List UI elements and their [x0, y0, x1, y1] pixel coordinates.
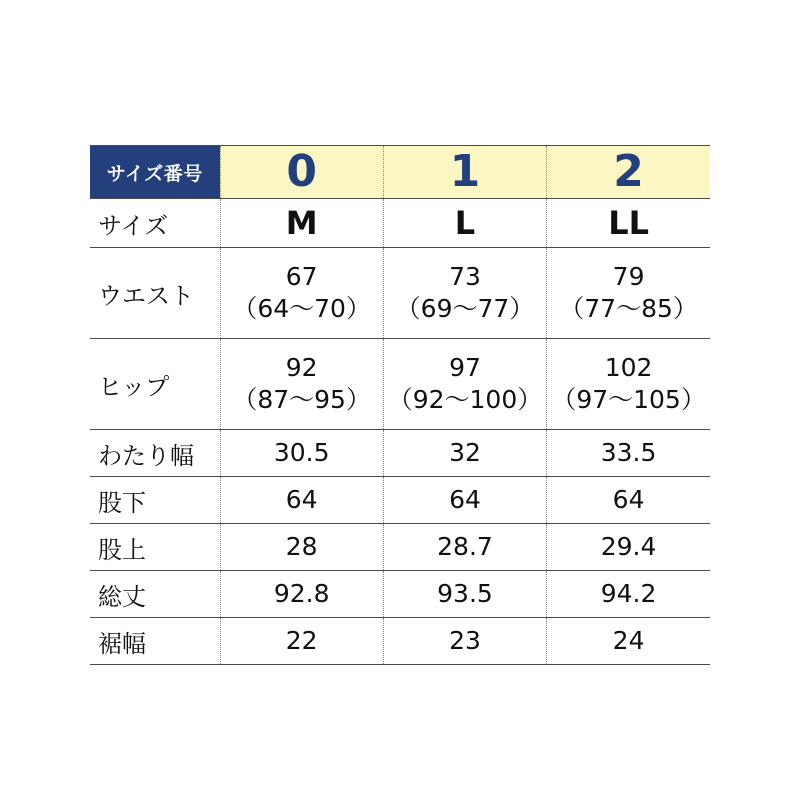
waist-value: 67 — [285, 262, 318, 291]
size-chart-table — [90, 145, 710, 665]
row-label-rise: 股上 — [90, 524, 220, 571]
size-value-m: M — [220, 199, 383, 248]
row-label-hip: ヒップ — [90, 339, 220, 430]
waist-cell — [547, 248, 710, 339]
hip-range: （92～100） — [387, 385, 543, 414]
table-row-waist — [90, 248, 710, 339]
table-cell: 24 — [547, 618, 710, 665]
table-row-thigh-width — [90, 430, 710, 477]
row-label-thigh-width: わたり幅 — [90, 430, 220, 477]
hip-cell — [383, 339, 546, 430]
size-number-0: 0 — [220, 146, 383, 199]
waist-range: （64～70） — [232, 294, 371, 323]
waist-value: 79 — [612, 262, 645, 291]
waist-value: 73 — [449, 262, 481, 291]
waist-cell — [220, 248, 383, 339]
row-label-waist: ウエスト — [90, 248, 220, 339]
table-row-hem-width — [90, 618, 710, 665]
table-cell: 30.5 — [220, 430, 383, 477]
size-number-1: 1 — [383, 146, 546, 199]
table-cell: 22 — [220, 618, 383, 665]
row-label-hem-width: 裾幅 — [90, 618, 220, 665]
hip-value: 97 — [449, 353, 481, 382]
size-value-ll: LL — [547, 199, 710, 248]
hip-cell — [220, 339, 383, 430]
table-row-inseam — [90, 477, 710, 524]
table-cell: 32 — [383, 430, 546, 477]
table-cell: 28 — [220, 524, 383, 571]
row-label-size: サイズ — [90, 199, 220, 248]
waist-range: （77～85） — [559, 294, 698, 323]
table-cell: 64 — [220, 477, 383, 524]
table-cell: 93.5 — [383, 571, 546, 618]
table-cell: 23 — [383, 618, 546, 665]
hip-range: （97～105） — [551, 385, 706, 414]
table-cell: 92.8 — [220, 571, 383, 618]
table-cell: 94.2 — [547, 571, 710, 618]
hip-cell — [547, 339, 710, 430]
hip-range: （87～95） — [232, 385, 371, 414]
table-cell: 33.5 — [547, 430, 710, 477]
table-row-hip — [90, 339, 710, 430]
hip-value: 102 — [604, 353, 653, 382]
size-value-l: L — [383, 199, 546, 248]
table-cell: 29.4 — [547, 524, 710, 571]
table-row-total-length — [90, 571, 710, 618]
waist-range: （69～77） — [395, 294, 535, 323]
size-number-header: サイズ番号 — [90, 146, 220, 199]
table-row-rise — [90, 524, 710, 571]
size-row — [90, 199, 710, 248]
table-cell: 28.7 — [383, 524, 546, 571]
hip-value: 92 — [285, 353, 318, 382]
row-label-total-length: 総丈 — [90, 571, 220, 618]
waist-cell — [383, 248, 546, 339]
table-cell: 64 — [383, 477, 546, 524]
table-cell: 64 — [547, 477, 710, 524]
size-number-row — [90, 146, 710, 199]
size-number-2: 2 — [547, 146, 710, 199]
row-label-inseam: 股下 — [90, 477, 220, 524]
